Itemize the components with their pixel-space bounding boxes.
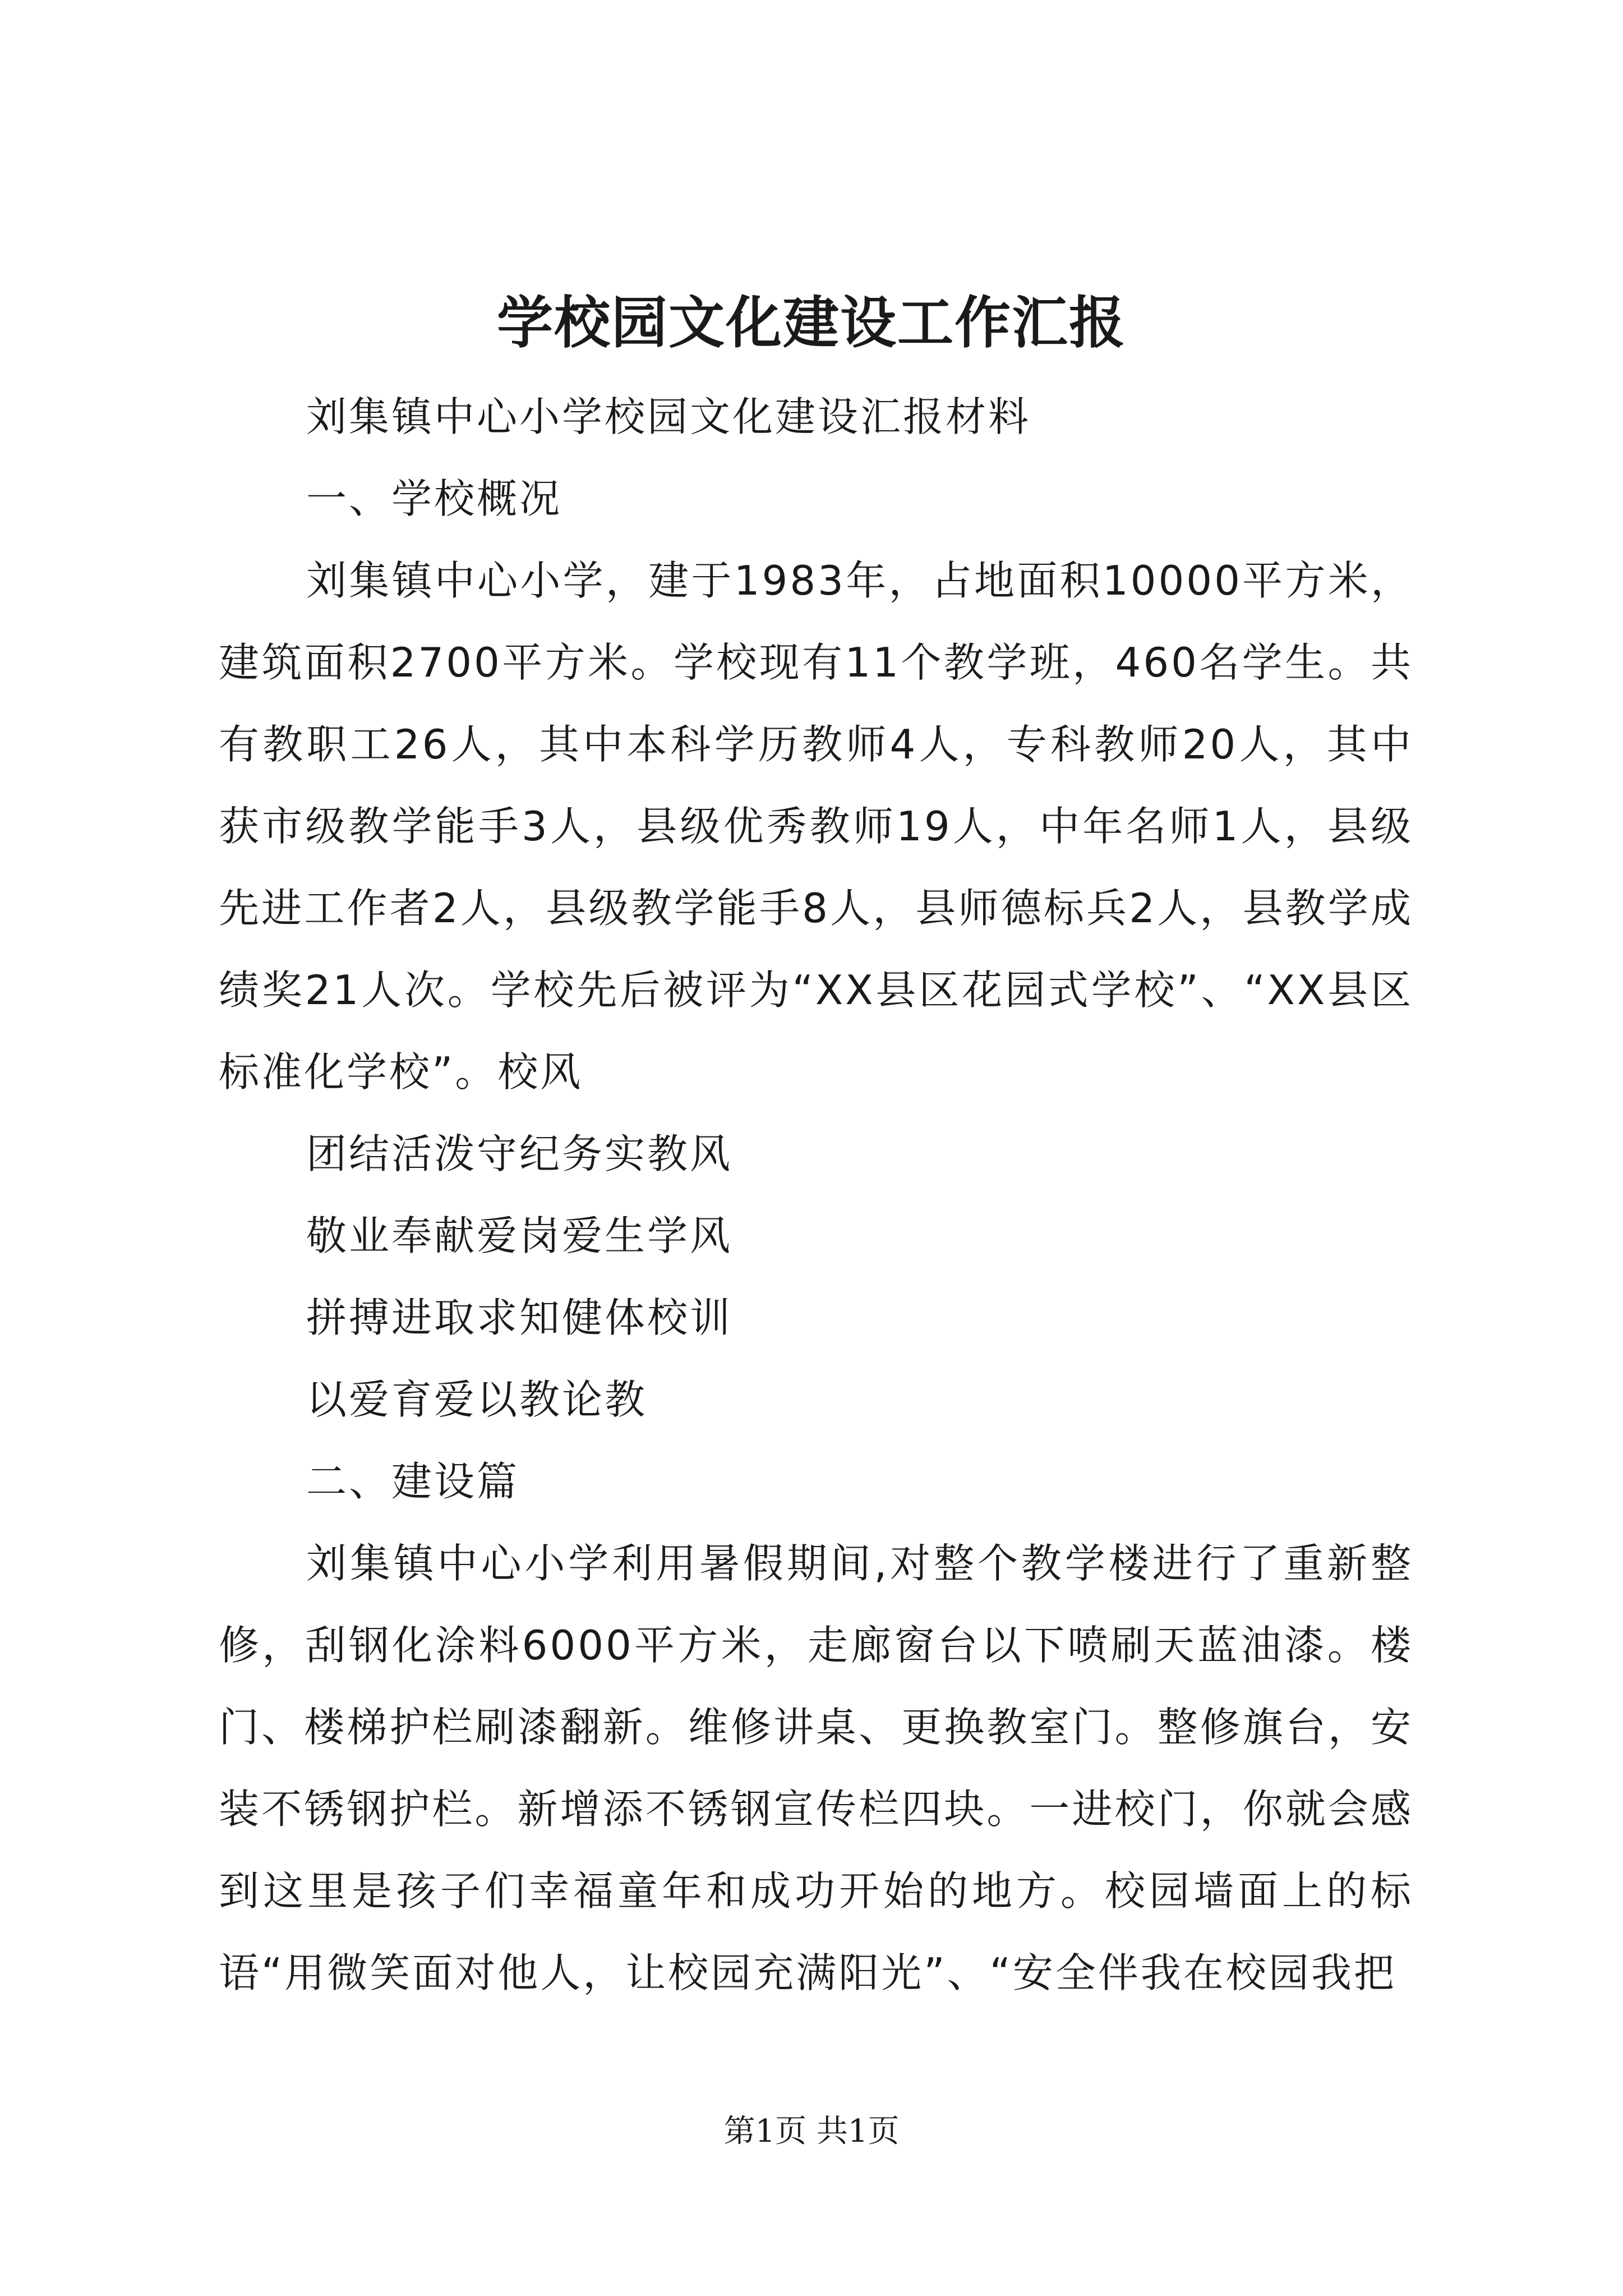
construction-paragraph: 刘集镇中心小学利用暑假期间,对整个教学楼进行了重新整修，刮钢化涂料6000平方米，走廊窗台以下喷刷天蓝油漆。楼门、楼梯护栏刷漆翻新。维修讲桌、更换教室门。整修旗台，安装不锈钢护栏。新增添不锈钢宣传栏四块。一进校门，你就会感到这里是孩子们幸福童年和成功开始的地方。校园墙面上的标语“用微笑面对他人，让校园充满阳光”、“安全伴我在校园我把 <box>219 1540 1413 1996</box>
study-style-line: 敬业奉献爱岗爱生学风 <box>306 1212 733 1259</box>
overview-paragraph: 刘集镇中心小学，建于1983年，占地面积10000平方米，建筑面积2700平方米。学校现有11个教学班，460名学生。共有教职工26人，其中本科学历教师4人，专科教师20人，其中获市级教学能手3人，县级优秀教师19人，中年名师1人，县级先进工作者2人，县级教学能手8人，县师德标兵2人，县教学成绩奖21人次。学校先后被评为“XX县区花园式学校”、“XX县区标准化学校”。校风 <box>219 557 1413 1096</box>
subtitle-paragraph: 刘集镇中心小学校园文化建设汇报材料 <box>306 393 1031 440</box>
motto-text-line: 以爱育爱以教论教 <box>306 1376 648 1423</box>
page-footer: 第1页 共1页 <box>723 2113 900 2150</box>
teaching-style-line: 团结活泼守纪务实教风 <box>306 1130 733 1177</box>
section-heading-overview: 一、学校概况 <box>306 475 562 522</box>
document-title: 学校园文化建设工作汇报 <box>497 289 1126 356</box>
school-motto-line: 拼搏进取求知健体校训 <box>306 1294 733 1341</box>
document-body <box>219 376 1413 2014</box>
section-heading-construction: 二、建设篇 <box>306 1458 520 1505</box>
